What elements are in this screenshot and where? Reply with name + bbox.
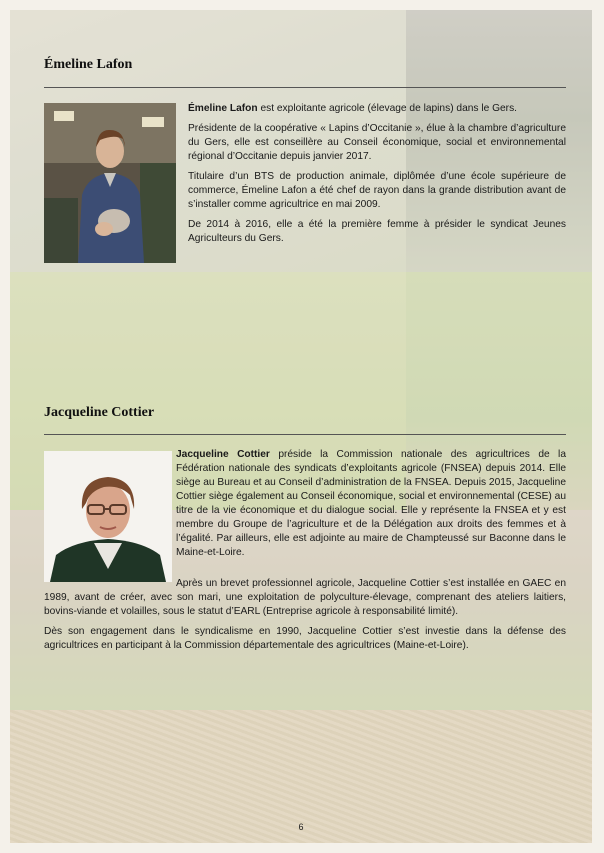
bio-text-lafon — [188, 102, 566, 252]
portrait-photo-lafon — [44, 103, 176, 263]
bio-paragraph: Présidente de la coopérative « Lapins d’Occitanie », élue à la chambre d’agriculture du Gers, elle est conseillère au Conseil économique, social et environnemental régional d’Occitanie depuis janvier 2017. — [188, 123, 566, 162]
bio-paragraph: Jacqueline Cottier préside la Commission nationale des agricultrices de la Fédération nationale des syndicats d’exploitants agricole (FNSEA) depuis 2014. Elle siège au Bureau et au Conseil d’administration de la FNSEA. Depuis 2015, Jacqueline Cottier siège également au Conseil économique, social et environnemental (CESE) au titre de la vie économique et du dialogue social. Elle y représente la FNSEA et y est membre du Groupe de l’agriculture et de la Délégation aux droits des femmes et à l’égalité. Par ailleurs, elle est adjointe au maire de Champteussé sur Baconne dans le Maine-et-Loire. — [176, 449, 566, 558]
bio-paragraph: Émeline Lafon est exploitante agricole (élevage de lapins) dans le Gers. — [188, 103, 518, 114]
section-heading-cottier: Jacqueline Cottier — [44, 405, 155, 420]
bio-paragraph: Dès son engagement dans le syndicalisme en 1990, Jacqueline Cottier s’est investie dans la défense des agricultrices en participant à la Commission départementale des agricultrices (Maine-et-Loire). — [44, 626, 566, 651]
section-divider — [44, 434, 566, 435]
page-number: 6 — [298, 822, 304, 832]
portrait-photo-cottier — [44, 451, 172, 582]
section-divider — [44, 87, 566, 88]
bio-paragraph: Titulaire d’un BTS de production animale, diplômée d’une école supérieure de commerce, Émeline Lafon a été chef de rayon dans la grande distribution avant de s’installer comme agricultrice en mai 2009. — [188, 171, 566, 210]
bio-name-cottier: Jacqueline Cottier — [176, 449, 270, 460]
bio-paragraph: Après un brevet professionnel agricole, Jacqueline Cottier s’est installée en GAEC en 1989, avant de créer, avec son mari, une exploitation de polyculture-élevage, comprenant des ateliers laitiers, bovins-viande et volailles, sous le statut d’EARL (Entreprise agricole à responsabilité limité). — [44, 578, 566, 617]
bio-text-cottier-career — [44, 577, 566, 659]
bio-text-cottier-intro — [176, 448, 566, 566]
page — [10, 10, 592, 843]
bio-paragraph: De 2014 à 2016, elle a été la première femme à présider le syndicat Jeunes Agriculteurs du Gers. — [188, 219, 566, 244]
section-heading-lafon: Émeline Lafon — [44, 57, 133, 72]
bio-name-lafon: Émeline Lafon — [188, 103, 258, 114]
